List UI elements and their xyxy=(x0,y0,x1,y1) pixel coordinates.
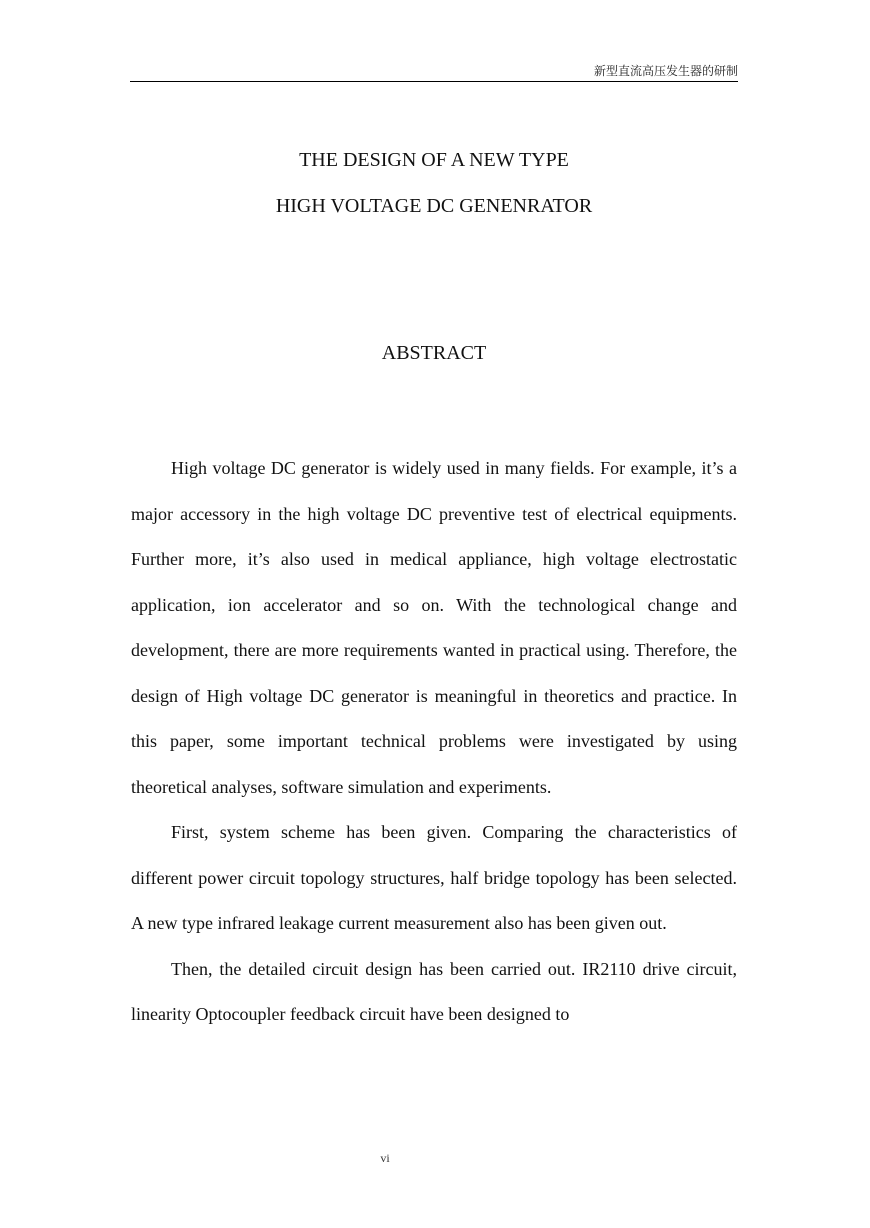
title-line-1: THE DESIGN OF A NEW TYPE xyxy=(299,149,569,171)
abstract-paragraph-2: First, system scheme has been given. Comparing the characteristics of different power circuit topology structures, half bridge topology has been selected. A new type infrared leakage current measurement also has been given out. xyxy=(131,822,737,933)
abstract-paragraph-1: High voltage DC generator is widely used in many fields. For example, it’s a major accessory in the high voltage DC preventive test of electrical equipments. Further more, it’s also used in medical appliance, high voltage electrostatic application, ion accelerator and so on. With the technological change and development, there are more requirements wanted in practical using. Therefore, the design of High voltage DC generator is meaningful in theoretics and practice. In this paper, some important technical problems were investigated by using theoretical analyses, software simulation and experiments. xyxy=(131,458,737,797)
page-number: vi xyxy=(380,1151,390,1165)
header-rule xyxy=(130,81,738,82)
abstract-heading: ABSTRACT xyxy=(381,342,487,364)
running-header: 新型直流高压发生器的研制 xyxy=(593,64,738,78)
title-line-2: HIGH VOLTAGE DC GENENRATOR xyxy=(275,195,593,217)
abstract-paragraph-3: Then, the detailed circuit design has been carried out. IR2110 drive circuit, linearity Optocoupler feedback circuit have been designed to xyxy=(131,958,737,1024)
abstract-body xyxy=(131,446,737,1038)
